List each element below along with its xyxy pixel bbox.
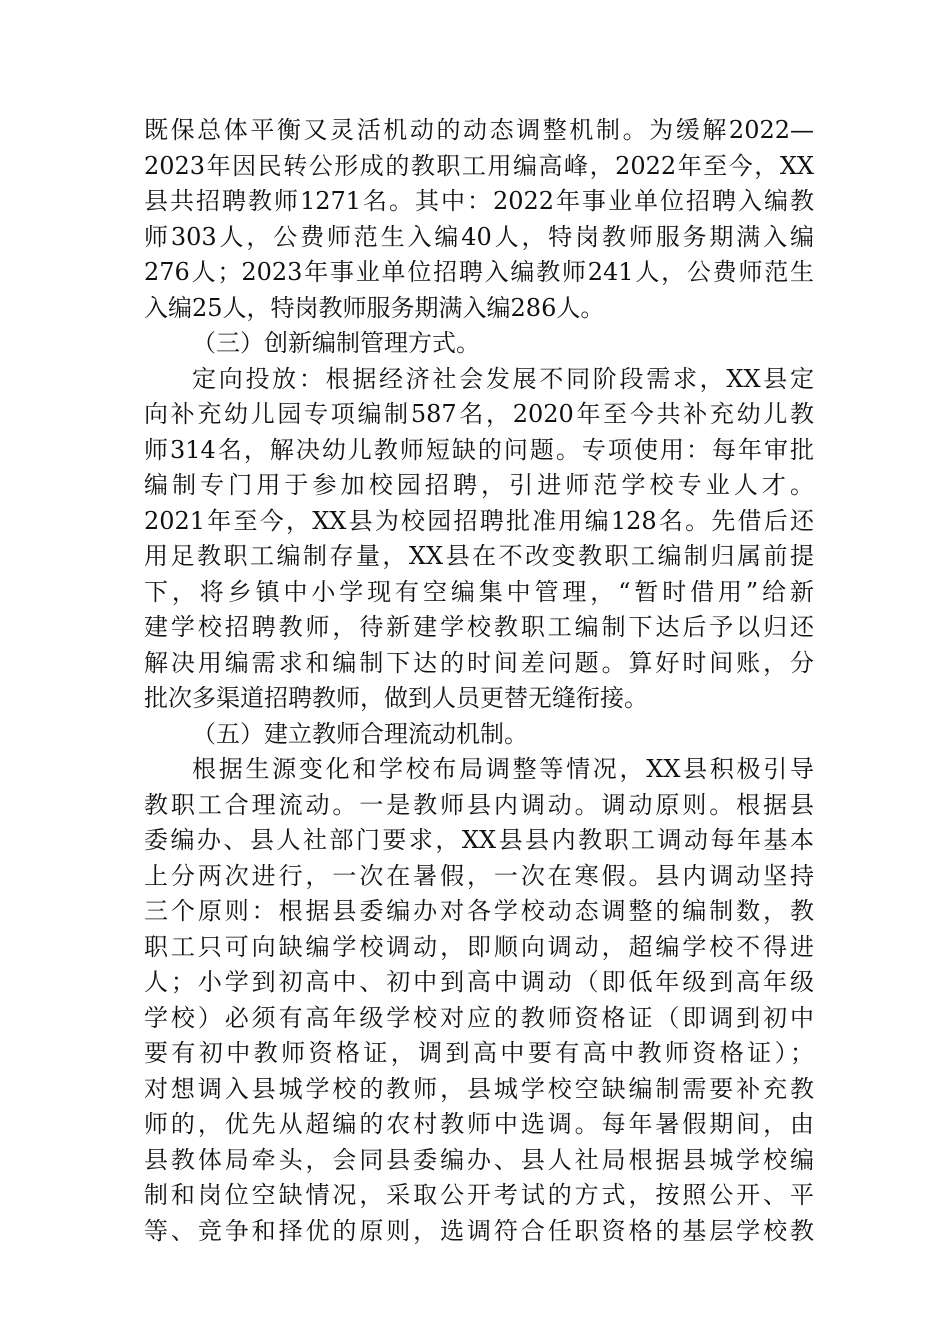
paragraph-line: 2021年至今，XX县为校园招聘批准用编128名。先借后还 <box>144 506 814 535</box>
paragraph-line: 用足教职工编制存量，XX县在不改变教职工编制归属前提 <box>144 542 814 570</box>
paragraph-line: 建学校招聘教师，待新建学校教职工编制下达后予以归还 <box>144 613 814 641</box>
paragraph-line: 等、竞争和择优的原则，选调符合任职资格的基层学校教 <box>144 1216 814 1245</box>
paragraph-line: 县教体局牵头，会同县委编办、县人社局根据县城学校编 <box>144 1145 814 1174</box>
paragraph-line: 要有初中教师资格证，调到高中要有高中教师资格证）； <box>144 1039 814 1067</box>
paragraph-line: 批次多渠道招聘教师，做到人员更替无缝衔接。 <box>144 684 648 712</box>
document-body <box>144 113 814 1249</box>
paragraph-line: 定向投放：根据经济社会发展不同阶段需求，XX县定 <box>192 364 814 393</box>
paragraph-line: 向补充幼儿园专项编制587名，2020年至今共补充幼儿教 <box>144 400 814 428</box>
paragraph-line: 入编25人，特岗教师服务期满入编286人。 <box>144 293 605 322</box>
paragraph-line: 根据生源变化和学校布局调整等情况，XX县积极引导 <box>192 755 814 783</box>
paragraph-line: 职工只可向缺编学校调动，即顺向调动，超编学校不得进 <box>144 932 814 961</box>
paragraph-line: 三个原则：根据县委编办对各学校动态调整的编制数，教 <box>144 897 814 925</box>
paragraph-line: 师314名，解决幼儿教师短缺的问题。专项使用：每年审批 <box>144 435 814 464</box>
section-heading-three: （三）创新编制管理方式。 <box>192 329 480 357</box>
paragraph-line: 解决用编需求和编制下达的时间差问题。算好时间账，分 <box>144 648 814 677</box>
paragraph-line: 人；小学到初高中、初中到高中调动（即低年级到高年级 <box>144 968 814 996</box>
paragraph-line: 既保总体平衡又灵活机动的动态调整机制。为缓解2022— <box>144 116 814 144</box>
paragraph-line: 276人；2023年事业单位招聘入编教师241人，公费师范生 <box>144 258 814 286</box>
paragraph-line: 县共招聘教师1271名。其中：2022年事业单位招聘入编教 <box>144 187 814 215</box>
paragraph-line: 对想调入县城学校的教师，县城学校空缺编制需要补充教 <box>144 1074 814 1103</box>
paragraph-line: 委编办、县人社部门要求，XX县县内教职工调动每年基本 <box>144 826 814 854</box>
paragraph-line: 师的，优先从超编的农村教师中选调。每年暑假期间，由 <box>144 1110 814 1138</box>
paragraph-line: 师303人，公费师范生入编40人，特岗教师服务期满入编 <box>144 222 814 251</box>
paragraph-line: 下，将乡镇中小学现有空编集中管理，“暂时借用”给新 <box>144 577 814 606</box>
paragraph-line: 制和岗位空缺情况，采取公开考试的方式，按照公开、平 <box>144 1181 814 1209</box>
paragraph-line: 学校）必须有高年级学校对应的教师资格证（即调到初中 <box>144 1003 814 1032</box>
paragraph-line: 教职工合理流动。一是教师县内调动。调动原则。根据县 <box>144 790 814 819</box>
paragraph-line: 2023年因民转公形成的教职工用编高峰，2022年至今，XX <box>144 151 814 180</box>
paragraph-line: 编制专门用于参加校园招聘，引进师范学校专业人才。 <box>144 471 814 499</box>
section-heading-five: （五）建立教师合理流动机制。 <box>192 719 528 748</box>
paragraph-line: 上分两次进行，一次在暑假，一次在寒假。县内调动坚持 <box>144 861 814 890</box>
